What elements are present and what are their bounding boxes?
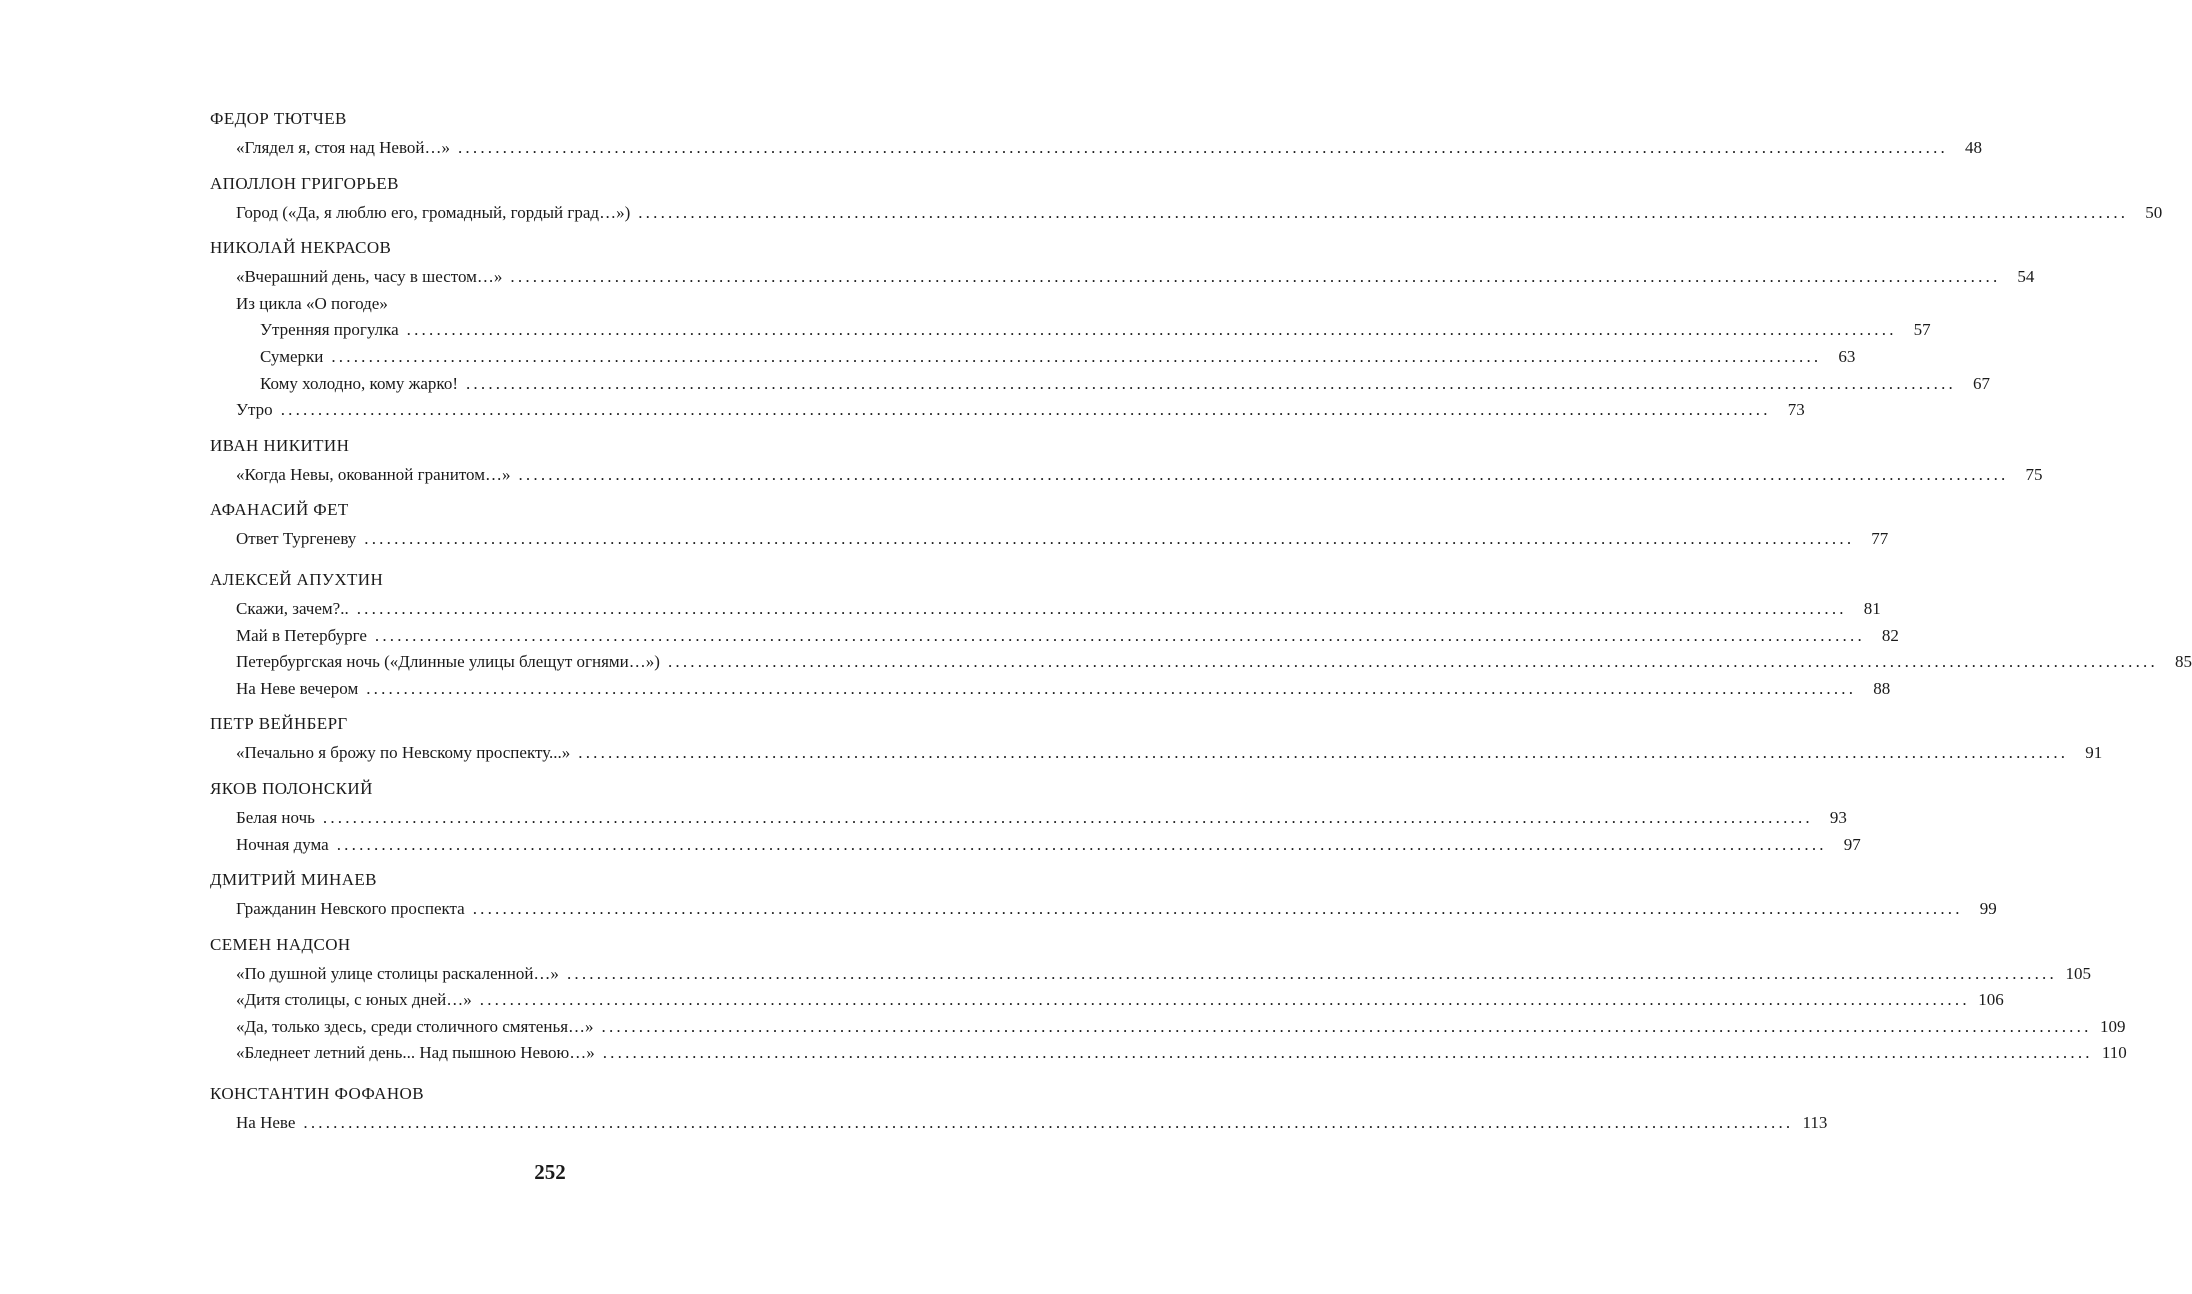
- toc-section: [210, 929, 2127, 1067]
- entry-page: 77: [1871, 529, 1889, 549]
- entry-page: 113: [1802, 1113, 1828, 1133]
- author-name: КОНСТАНТИН ФОФАНОВ: [210, 1084, 424, 1104]
- toc-entry: [210, 623, 1899, 650]
- dot-leader: ........................................................................................................................................................................................................: [303, 1113, 1794, 1133]
- dot-leader: ........................................................................................................................................................................................................: [602, 1043, 2093, 1063]
- toc-entry: [210, 987, 2004, 1014]
- entry-title: Скажи, зачем?..: [236, 598, 349, 618]
- entry-title: «Да, только здесь, среди столичного смятенья…»: [236, 1016, 594, 1036]
- entry-page: 81: [1863, 598, 1881, 618]
- author-name: АЛЕКСЕЙ АПУХТИН: [210, 569, 384, 589]
- toc-entry: [210, 135, 1982, 162]
- entry-title: «Глядел я, стоя над Невой…»: [236, 138, 450, 157]
- toc-section: [210, 708, 2103, 767]
- author-name: АПОЛЛОН ГРИГОРЬЕВ: [210, 173, 399, 193]
- dot-leader: ........................................................................................................................................................................................................: [638, 202, 2129, 222]
- author-name: ИВАН НИКИТИН: [210, 435, 350, 455]
- entry-page: 105: [2065, 963, 2091, 983]
- entry-page: 67: [1972, 373, 1990, 393]
- entry-page: 109: [2100, 1016, 2126, 1036]
- entry-page: 57: [1913, 320, 1931, 340]
- entry-title: Город («Да, я люблю его, громадный, гордый град…»): [236, 202, 631, 222]
- entry-page: 91: [2085, 743, 2103, 763]
- toc-entry: [210, 961, 2091, 988]
- dot-leader: ........................................................................................................................................................................................................: [479, 990, 1970, 1010]
- entry-page: 50: [2145, 202, 2163, 222]
- author-name: ЯКОВ ПОЛОНСКИЙ: [210, 778, 373, 798]
- entry-title: Утро: [236, 400, 273, 420]
- toc-entry: [210, 740, 2103, 767]
- entry-page: 93: [1829, 807, 1847, 827]
- entry-title: «По душной улице столицы раскаленной…»: [236, 963, 559, 983]
- dot-leader: ........................................................................................................................................................................................................: [518, 464, 2009, 484]
- entry-title: Кому холодно, кому жарко!: [260, 373, 458, 393]
- entry-title: Утренняя прогулка: [260, 320, 399, 340]
- toc-entry: [210, 832, 1861, 859]
- toc-entry: [210, 344, 1856, 371]
- toc-section: [210, 564, 2192, 702]
- entry-title: Ответ Тургеневу: [236, 529, 357, 549]
- dot-leader: ........................................................................................................................................................................................................: [510, 267, 2001, 287]
- toc-entry: [210, 462, 2043, 489]
- entry-title: На Неве: [236, 1113, 296, 1133]
- dot-leader: ........................................................................................................................................................................................................: [366, 678, 1857, 698]
- author-name: СЕМЕН НАДСОН: [210, 934, 351, 954]
- toc-entry: [210, 1014, 2126, 1041]
- entry-title: Май в Петербурге: [236, 625, 367, 645]
- toc-cycle-heading: [210, 291, 921, 318]
- entry-page: 54: [2017, 267, 2035, 287]
- entry-title: Петербургская ночь («Длинные улицы блещут огнями…»): [236, 652, 660, 672]
- toc-entry: [210, 200, 2163, 227]
- entry-page: 85: [2174, 652, 2192, 672]
- dot-leader: ........................................................................................................................................................................................................: [457, 138, 1948, 157]
- entry-page: 110: [2101, 1043, 2127, 1063]
- dot-leader: ........................................................................................................................................................................................................: [566, 963, 2057, 983]
- author-name: ФЕДОР ТЮТЧЕВ: [210, 109, 347, 128]
- dot-leader: ........................................................................................................................................................................................................: [331, 346, 1822, 366]
- entry-title: «Печально я брожу по Невскому проспекту...»: [236, 743, 571, 763]
- toc-section: [210, 103, 1982, 162]
- toc-entry: [210, 676, 1891, 703]
- dot-leader: ........................................................................................................................................................................................................: [406, 320, 1897, 340]
- toc-entry: [210, 317, 1931, 344]
- dot-leader: ........................................................................................................................................................................................................: [322, 807, 1813, 827]
- toc-entry: [210, 596, 1881, 623]
- toc-entry: [210, 397, 1805, 424]
- author-name: АФАНАСИЙ ФЕТ: [210, 500, 349, 520]
- toc-entry: [210, 371, 1990, 398]
- entry-title: Из цикла «О погоде»: [236, 293, 388, 313]
- entry-page: 106: [1978, 990, 2004, 1010]
- toc-entry: [210, 896, 1997, 923]
- table-of-contents: [210, 103, 2192, 1137]
- entry-page: 88: [1873, 678, 1891, 698]
- dot-leader: ........................................................................................................................................................................................................: [667, 652, 2158, 672]
- entry-page: 97: [1843, 834, 1861, 854]
- author-name: ПЕТР ВЕЙНБЕРГ: [210, 714, 348, 734]
- toc-section: [210, 494, 1889, 553]
- entry-page: 73: [1787, 400, 1805, 420]
- toc-entry: [210, 526, 1889, 553]
- entry-title: «Бледнеет летний день... Над пышною Невою…»: [236, 1043, 595, 1063]
- entry-page: 48: [1964, 138, 1982, 157]
- dot-leader: ........................................................................................................................................................................................................: [356, 598, 1847, 618]
- entry-title: На Неве вечером: [236, 678, 359, 698]
- toc-entry: [210, 1110, 1828, 1137]
- toc-section: [210, 1078, 1828, 1137]
- page-number: 252: [534, 1160, 566, 1184]
- dot-leader: ........................................................................................................................................................................................................: [465, 373, 1956, 393]
- toc-entry: [210, 1040, 2127, 1067]
- toc-entry: [210, 649, 2192, 676]
- entry-page: 63: [1838, 346, 1856, 366]
- toc-entry: [210, 264, 2035, 291]
- entry-title: Гражданин Невского проспекта: [236, 899, 465, 919]
- dot-leader: ........................................................................................................................................................................................................: [336, 834, 1827, 854]
- entry-title: «Вчерашний день, часу в шестом…»: [236, 267, 503, 287]
- entry-title: Белая ночь: [236, 807, 315, 827]
- toc-entry: [210, 805, 1847, 832]
- entry-title: Сумерки: [260, 346, 324, 366]
- toc-section: [210, 168, 2163, 227]
- entry-page: 75: [2025, 464, 2043, 484]
- entry-title: Ночная дума: [236, 834, 329, 854]
- entry-title: «Когда Невы, окованной гранитом…»: [236, 464, 511, 484]
- dot-leader: ........................................................................................................................................................................................................: [374, 625, 1865, 645]
- dot-leader: ........................................................................................................................................................................................................: [364, 529, 1855, 549]
- toc-section: [210, 232, 2035, 424]
- dot-leader: ........................................................................................................................................................................................................: [472, 899, 1963, 919]
- author-name: ДМИТРИЙ МИНАЕВ: [210, 870, 377, 890]
- entry-page: 99: [1979, 899, 1997, 919]
- dot-leader: ........................................................................................................................................................................................................: [578, 743, 2069, 763]
- author-name: НИКОЛАЙ НЕКРАСОВ: [210, 238, 392, 258]
- toc-section: [210, 773, 1861, 858]
- dot-leader: ........................................................................................................................................................................................................: [280, 400, 1771, 420]
- toc-section: [210, 864, 1997, 923]
- toc-section: [210, 430, 2043, 489]
- dot-leader: ........................................................................................................................................................................................................: [601, 1016, 2092, 1036]
- entry-page: 82: [1881, 625, 1899, 645]
- entry-title: «Дитя столицы, с юных дней…»: [236, 990, 472, 1010]
